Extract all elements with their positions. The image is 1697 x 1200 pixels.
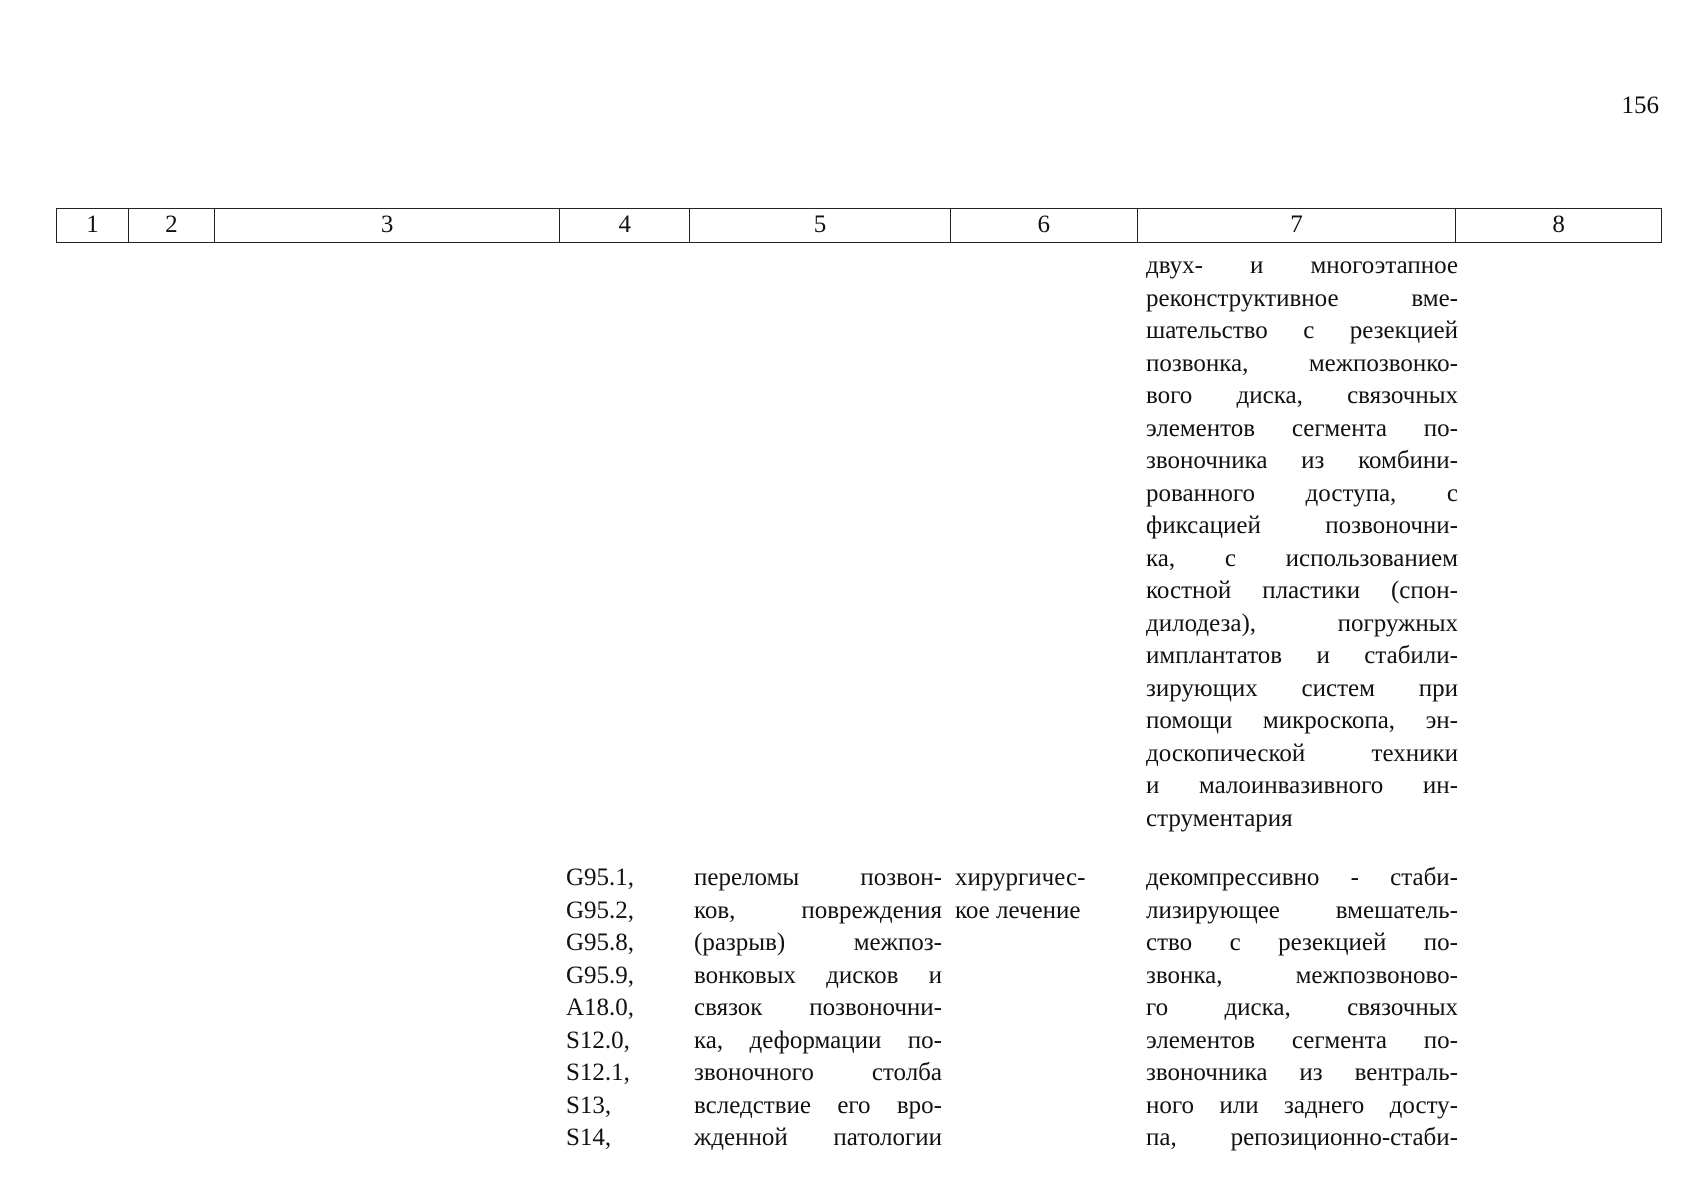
text-line: вследствие его вро- [694,1091,942,1119]
section-b-col6-text [955,862,1135,927]
diagnosis-code: G95.8, [566,929,635,956]
text-line: переломы позвон- [694,864,942,891]
text-line: позвонка, межпозвонко- [1146,349,1458,377]
text-line: звоночного столба [694,1059,942,1086]
text-line: (разрыв) межпоз- [694,929,942,956]
text-line: связок позвоночни- [694,994,942,1021]
text-line: ков, повреждения [694,896,942,924]
text-line: хирургичес- [955,864,1086,891]
table-header-row [56,208,1662,243]
diagnosis-code: S12.0, [566,1026,630,1054]
text-line: помощи микроскопа, эн- [1146,707,1458,734]
text-line: реконструктивное вме- [1146,284,1458,312]
text-line: струментария [1146,804,1293,832]
text-line: звоночника из вентраль- [1146,1059,1458,1086]
text-line: жденной патологии [694,1124,942,1151]
text-line: рованного доступа, с [1146,479,1458,507]
header-cell-2: 2 [129,209,215,242]
section-b-col5-text [694,862,942,1155]
text-line: доскопической техники [1146,739,1458,767]
header-cell-6: 6 [951,209,1138,242]
header-cell-7: 7 [1138,209,1457,242]
header-cell-5: 5 [690,209,951,242]
text-line: элементов сегмента по- [1146,414,1458,442]
diagnosis-code: G95.9, [566,961,635,989]
text-line: ка, деформации по- [694,1026,942,1054]
diagnosis-code: A18.0, [566,994,635,1021]
text-line: элементов сегмента по- [1146,1026,1458,1054]
diagnosis-code: G95.1, [566,864,635,891]
text-line: вонковых дисков и [694,961,942,989]
text-line: шательство с резекцией [1146,317,1458,344]
text-line: кое лечение [955,896,1081,924]
text-line: ного или заднего досту- [1146,1091,1458,1119]
text-line: и малоинвазивного ин- [1146,772,1458,799]
diagnosis-code: S12.1, [566,1059,630,1086]
header-cell-1: 1 [57,209,129,242]
text-line: костной пластики (спон- [1146,577,1458,604]
text-line: звоночника из комбини- [1146,447,1458,474]
header-cell-8: 8 [1552,211,1565,238]
text-line: го диска, связочных [1146,994,1458,1021]
text-line: зирующих систем при [1146,674,1458,702]
text-line: звонка, межпозвоново- [1146,961,1458,989]
text-line: имплантатов и стабили- [1146,642,1458,669]
section-b-col7-text [1146,862,1458,1155]
header-cell-3: 3 [215,209,561,242]
page-number: 156 [1621,92,1659,119]
diagnosis-code: S13, [566,1091,612,1119]
diagnosis-code: S14, [566,1124,612,1151]
text-line: вого диска, связочных [1146,382,1458,409]
text-line: двух- и многоэтапное [1146,252,1458,279]
section-a-col7-text [1146,250,1458,835]
text-line: лизирующее вмешатель- [1146,896,1458,924]
text-line: ство с резекцией по- [1146,929,1458,956]
text-line: ка, с использованием [1146,544,1458,572]
text-line: декомпрессивно - стаби- [1146,864,1458,891]
text-line: фиксацией позвоночни- [1146,512,1458,539]
section-b-col4-codes [566,862,676,1155]
diagnosis-code: G95.2, [566,896,635,924]
text-line: дилодеза), погружных [1146,609,1458,637]
text-line: па, репозиционно-стаби- [1146,1124,1458,1151]
header-cell-4: 4 [560,209,690,242]
